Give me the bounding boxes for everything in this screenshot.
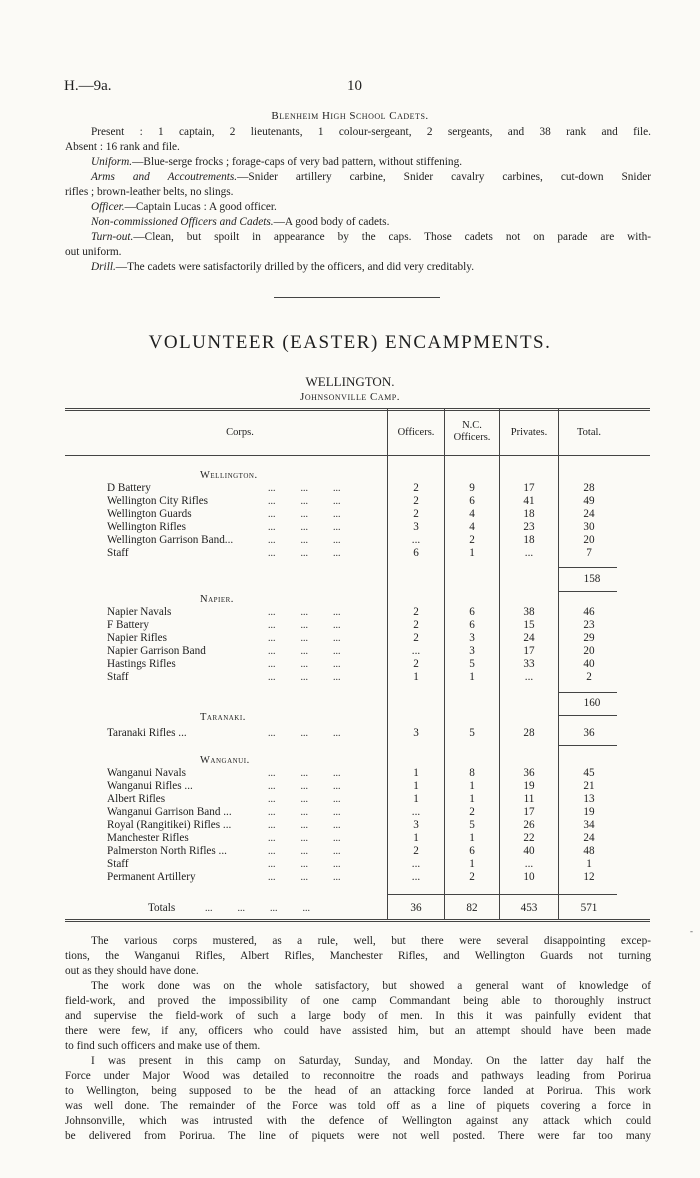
section-divider	[274, 297, 440, 298]
total-cell: 24	[583, 508, 595, 520]
privates-cell: 18	[523, 534, 535, 546]
leader-dots: ... ... ...	[268, 646, 341, 657]
officers-cell: ...	[411, 806, 421, 818]
nco-cell: 9	[469, 482, 475, 494]
totals-rule	[388, 894, 617, 895]
header-corps: Corps.	[226, 427, 254, 438]
corps-name: Palmerston North Rifles ...	[107, 845, 227, 857]
wellington-title: WELLINGTON.	[305, 374, 395, 389]
group-heading-napier: Napier.	[200, 594, 234, 605]
nco-cell: 3	[469, 632, 475, 644]
nco-cell: 6	[469, 495, 475, 507]
body-line: tions, the Wanganui Rifles, Albert Rifles, Manchester Rifles, and Wellington Guards not turning	[65, 950, 651, 962]
leader-dots: ... ... ...	[268, 633, 341, 644]
total-cell: 19	[583, 806, 595, 818]
privates-cell: 40	[523, 845, 535, 857]
officers-cell: 1	[413, 793, 419, 805]
corps-name: F Battery	[107, 619, 149, 631]
corps-name: Wellington Guards	[107, 508, 192, 520]
officers-cell: 2	[413, 845, 419, 857]
total-cell: 7	[586, 547, 592, 559]
corps-name: Napier Garrison Band	[107, 645, 206, 657]
body-line: there were few, if any, officers who could have assisted him, but an attempt should have been made	[65, 1025, 651, 1037]
total-cell: 34	[583, 819, 595, 831]
subtotal-rule-bottom-n	[559, 715, 617, 716]
totals-dots: ... ... ... ...	[205, 903, 310, 914]
privates-cell: 23	[523, 521, 535, 533]
privates-cell: 15	[523, 619, 535, 631]
corps-name: Hastings Rifles	[107, 658, 176, 670]
privates-cell: 17	[523, 482, 535, 494]
nco-cell: 1	[469, 547, 475, 559]
nco-cell: 1	[469, 858, 475, 870]
nco-cell: 2	[469, 534, 475, 546]
body-line: Johnsonville, which was intrusted with the defence of Wellington against any attack which could	[65, 1115, 651, 1127]
officers-cell: 6	[413, 547, 419, 559]
absent-line: Absent : 16 rank and file.	[65, 141, 180, 153]
corps-name: Staff	[107, 671, 129, 683]
corps-name: Napier Navals	[107, 606, 172, 618]
officers-cell: 2	[413, 482, 419, 494]
subtotal-rule-top-n	[559, 692, 617, 693]
body-line: field-work, and proved the impossibility of one camp Commandant being able to thoroughly instruct	[65, 995, 651, 1007]
total-cell: 46	[583, 606, 595, 618]
privates-cell: ...	[524, 858, 534, 870]
leader-dots: ... ... ...	[268, 522, 341, 533]
table-bottom-rule-2	[65, 921, 650, 922]
privates-cell: 41	[523, 495, 535, 507]
totals-officers: 36	[410, 902, 422, 914]
corps-name: Taranaki Rifles ...	[107, 727, 187, 739]
total-cell: 29	[583, 632, 595, 644]
nco-cell: 8	[469, 767, 475, 779]
leader-dots: ... ... ...	[268, 607, 341, 618]
privates-cell: 17	[523, 645, 535, 657]
report-code: H.—9a.	[64, 78, 112, 94]
encampments-title: VOLUNTEER (EASTER) ENCAMPMENTS.	[148, 332, 552, 353]
total-cell: 40	[583, 658, 595, 670]
header-total: Total.	[576, 427, 602, 438]
officer-line: Officer.—Captain Lucas : A good officer.	[91, 201, 277, 213]
privates-cell: ...	[524, 671, 534, 683]
corps-name: Napier Rifles	[107, 632, 167, 644]
body-line: out as they should have done.	[65, 965, 199, 977]
nco-cell: 5	[469, 727, 475, 739]
officers-cell: 1	[413, 780, 419, 792]
total-cell: 20	[583, 645, 595, 657]
total-cell: 24	[583, 832, 595, 844]
privates-cell: 11	[523, 793, 535, 805]
total-cell: 45	[583, 767, 595, 779]
table-top-rule	[65, 408, 650, 409]
officers-cell: 2	[413, 495, 419, 507]
officers-cell: 3	[413, 819, 419, 831]
nco-cell: 4	[469, 508, 475, 520]
nco-cell: 5	[469, 819, 475, 831]
corps-name: Manchester Rifles	[107, 832, 189, 844]
leader-dots: ... ... ...	[268, 872, 341, 883]
body-line: The work done was on the whole satisfactory, but showed a general want of knowledge of	[91, 980, 651, 992]
arms-line-cont: rifles ; brown-leather belts, no slings.	[65, 186, 234, 198]
officers-cell: ...	[411, 858, 421, 870]
leader-dots: ... ... ...	[268, 833, 341, 844]
leader-dots: ... ... ...	[268, 620, 341, 631]
subtotal-rule-bottom-w	[559, 591, 617, 592]
nco-cell: 3	[469, 645, 475, 657]
subtotal-napier: 160	[583, 697, 601, 709]
nco-cell: 1	[469, 832, 475, 844]
page-number: 10	[347, 78, 362, 94]
corps-name: Wellington Rifles	[107, 521, 186, 533]
group-heading-taranaki: Taranaki.	[200, 712, 246, 723]
body-line: The various corps mustered, as a rule, well, but there were several disappointing excep-	[91, 935, 651, 947]
total-cell: 2	[586, 671, 592, 683]
privates-cell: 22	[523, 832, 535, 844]
corps-name: Staff	[107, 547, 129, 559]
table-bottom-rule	[65, 919, 650, 920]
turnout-line-cont: out uniform.	[65, 246, 122, 258]
total-cell: 49	[583, 495, 595, 507]
officers-cell: ...	[411, 871, 421, 883]
corps-name: Wellington Garrison Band...	[107, 534, 234, 546]
subtotal-wellington: 158	[583, 573, 601, 585]
leader-dots: ... ... ...	[268, 781, 341, 792]
officers-cell: 2	[413, 658, 419, 670]
leader-dots: ... ... ...	[268, 820, 341, 831]
nco-line: Non-commissioned Officers and Cadets.—A good body of cadets.	[91, 216, 390, 228]
nco-cell: 2	[469, 806, 475, 818]
leader-dots: ... ... ...	[268, 859, 341, 870]
group-heading-wanganui: Wanganui.	[200, 755, 250, 766]
officers-cell: ...	[411, 534, 421, 546]
privates-cell: 28	[523, 727, 535, 739]
nco-cell: 5	[469, 658, 475, 670]
privates-cell: 26	[523, 819, 535, 831]
privates-cell: ...	[524, 547, 534, 559]
drill-line: Drill.—The cadets were satisfactorily drilled by the officers, and did very creditably.	[91, 261, 475, 273]
corps-name: Wanganui Navals	[107, 767, 186, 779]
group-heading-wellington: Wellington.	[200, 470, 258, 481]
table-header-rule	[65, 455, 650, 456]
privates-cell: 19	[523, 780, 535, 792]
corps-name: Wanganui Garrison Band ...	[107, 806, 232, 818]
blenheim-section	[65, 125, 651, 275]
present-line: Present : 1 captain, 2 lieutenants, 1 colour-sergeant, 2 sergeants, and 38 rank and file.	[91, 126, 651, 138]
leader-dots: ... ... ...	[268, 659, 341, 670]
privates-cell: 36	[523, 767, 535, 779]
arms-line: Arms and Accoutrements.—Snider artillery carbine, Snider cavalry carbines, cut-down Snider	[91, 171, 651, 183]
leader-dots: ... ... ...	[268, 672, 341, 683]
officers-cell: 1	[413, 671, 419, 683]
leader-dots: ... ... ...	[268, 807, 341, 818]
body-text	[65, 934, 651, 1144]
subtotal-rule-top-w	[559, 567, 617, 568]
total-cell: 21	[583, 780, 595, 792]
body-line: Force under Major Wood was detailed to reconnoitre the roads and pathways leading from Porirua	[65, 1070, 651, 1082]
total-cell: 30	[583, 521, 595, 533]
leader-dots: ... ... ...	[268, 509, 341, 520]
leader-dots: ... ... ...	[268, 483, 341, 494]
privates-cell: 10	[523, 871, 535, 883]
totals-label: Totals	[148, 902, 176, 914]
body-line: and supervise the field-work of such a large body of men. In this it was painfully evident that	[65, 1010, 651, 1022]
totals-total: 571	[580, 902, 598, 914]
officers-cell: 1	[413, 832, 419, 844]
totals-nco: 82	[466, 902, 478, 914]
officers-cell: 2	[413, 508, 419, 520]
body-line: be delivered from Porirua. The line of piquets were not well posted. There were far too many	[65, 1130, 651, 1142]
total-cell: 13	[583, 793, 595, 805]
corps-name: Wellington City Rifles	[107, 495, 209, 507]
officers-cell: 2	[413, 619, 419, 631]
body-line: to find such officers and make use of them.	[65, 1040, 261, 1052]
total-cell: 23	[583, 619, 595, 631]
officers-cell: 2	[413, 632, 419, 644]
leader-dots: ... ... ...	[268, 768, 341, 779]
total-cell: 36	[583, 727, 595, 739]
taranaki-total-rule	[559, 745, 617, 746]
header-nco-2: Officers.	[453, 432, 491, 443]
total-cell: 20	[583, 534, 595, 546]
header-nco-1: N.C.	[462, 420, 482, 431]
corps-name: Royal (Rangitikei) Rifles ...	[107, 819, 232, 831]
privates-cell: 18	[523, 508, 535, 520]
officers-cell: 2	[413, 606, 419, 618]
privates-cell: 33	[523, 658, 535, 670]
leader-dots: ... ... ...	[268, 548, 341, 559]
total-cell: 28	[583, 482, 595, 494]
nco-cell: 6	[469, 606, 475, 618]
leader-dots: ... ... ...	[268, 794, 341, 805]
officers-cell: 3	[413, 521, 419, 533]
totals-privates: 453	[520, 902, 538, 914]
nco-cell: 6	[469, 845, 475, 857]
nco-cell: 2	[469, 871, 475, 883]
leader-dots: ... ... ...	[268, 496, 341, 507]
leader-dots: ... ... ...	[268, 535, 341, 546]
body-line: I was present in this camp on Saturday, Sunday, and Monday. On the latter day half the	[91, 1055, 651, 1067]
header-officers: Officers.	[397, 427, 435, 438]
nco-cell: 1	[469, 780, 475, 792]
privates-cell: 17	[523, 806, 535, 818]
margin-mark: -	[690, 926, 693, 936]
leader-dots: ... ... ...	[268, 846, 341, 857]
corps-name: Wanganui Rifles ...	[107, 780, 193, 792]
leader-dots: ... ... ...	[268, 728, 341, 739]
privates-cell: 38	[523, 606, 535, 618]
nco-cell: 6	[469, 619, 475, 631]
blenheim-title: Blenheim High School Cadets.	[271, 110, 429, 122]
uniform-line: Uniform.—Blue-serge frocks ; forage-caps of very bad pattern, without stiffening.	[91, 156, 463, 168]
officers-cell: 1	[413, 767, 419, 779]
body-line: to Wellington, being supposed to be the head of an attacking force landed at Porirua. This work	[65, 1085, 651, 1097]
nco-cell: 1	[469, 671, 475, 683]
total-cell: 48	[583, 845, 595, 857]
corps-name: Permanent Artillery	[107, 871, 196, 883]
camp-title: Johnsonville Camp.	[300, 391, 400, 403]
header-privates: Privates.	[510, 427, 548, 438]
turnout-line: Turn-out.—Clean, but spoilt in appearance by the caps. Those cadets not on parade are with-	[91, 231, 651, 243]
nco-cell: 1	[469, 793, 475, 805]
total-cell: 1	[586, 858, 592, 870]
body-line: was well done. The remainder of the Force was told off as a line of piquets covering a force in	[65, 1100, 651, 1112]
total-cell: 12	[583, 871, 595, 883]
privates-cell: 24	[523, 632, 535, 644]
nco-cell: 4	[469, 521, 475, 533]
corps-name: Albert Rifles	[107, 793, 166, 805]
corps-name: D Battery	[107, 482, 151, 494]
table-top-rule-2	[65, 410, 650, 411]
officers-cell: ...	[411, 645, 421, 657]
corps-name: Staff	[107, 858, 129, 870]
officers-cell: 3	[413, 727, 419, 739]
